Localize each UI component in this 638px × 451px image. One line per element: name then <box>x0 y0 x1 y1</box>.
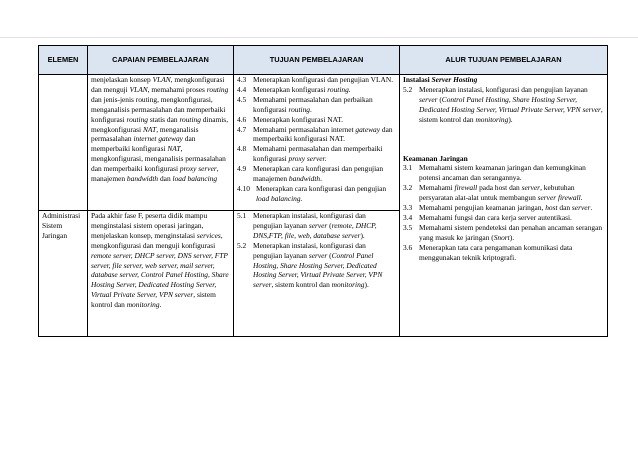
item-number: 3.6 <box>403 242 413 252</box>
text-run: ( <box>327 250 332 260</box>
text-run: , sistem kontrol dan <box>271 280 332 290</box>
italic-text: firewall <box>454 183 478 193</box>
item-number: 5.1 <box>237 211 247 220</box>
row2-capaian-text <box>91 211 230 310</box>
italic-text: monitoring <box>331 280 365 290</box>
list-item <box>403 183 604 203</box>
text-run: , sistem kontrol dan <box>419 104 603 124</box>
text-run: . <box>320 174 322 184</box>
italic-text: server <box>419 94 438 104</box>
row1-tujuan-cell <box>234 75 400 211</box>
italic-text: NAT <box>142 124 157 134</box>
table-header-row <box>39 46 608 75</box>
item-number: 3.4 <box>403 212 413 222</box>
list-item <box>237 144 396 164</box>
list-item <box>237 75 396 85</box>
text-run: Memahami permasalahan dan perbaikan konfigurasi <box>253 94 373 114</box>
text-run: dinamis, mengkonfigurasi <box>91 114 229 134</box>
item-number: 5.2 <box>237 240 247 250</box>
italic-text: server firewall <box>537 193 581 203</box>
text-run: Menerapkan instalasi, konfigurasi dan pengujian layanan <box>253 240 366 260</box>
italic-text: remote server, DHCP server, DNS server, FTP server, file server, web server, mail server, database server, Control Panel Hosting, Share Hosting Server, Dedicated Hosting Server, Virtual Private Server, VPN server <box>91 250 229 300</box>
text-run: menjelaskan konsep <box>91 75 153 84</box>
item-number: 4.3 <box>237 75 247 84</box>
list-item <box>237 85 396 95</box>
list-item <box>403 85 604 125</box>
text-run: Menerapkan instalasi, konfigurasi dan pengujian layanan <box>419 84 588 94</box>
list-item <box>237 164 396 184</box>
row1-capaian-cell <box>88 75 234 211</box>
text-run: Memahami sistem pendeteksi dan penahan ancaman serangan yang masuk ke jaringan ( <box>419 222 603 242</box>
text-run: Menerapkan konfigurasi dan pengujian VLAN. <box>253 75 394 84</box>
page-top-rule <box>0 37 638 38</box>
italic-text: remote, DHCP, DNS,FTP, file, web, database server <box>253 220 377 240</box>
item-number: 4.6 <box>237 114 247 124</box>
table-row <box>39 75 608 211</box>
list-item <box>403 243 604 263</box>
italic-text: Control Panel Hosting, Share Hosting Server, Dedicated Hosting Server, Virtual Private Server, VPN server <box>253 250 383 290</box>
text-run: Pada akhir fase F, peserta didik mampu menginstalasi sistem operasi jaringan, menjelaskan konsep, menginstalasi <box>91 211 208 240</box>
text-run: Menerapkan tata cara pengamanan komunikasi data menggunakan teknik kriptografi. <box>419 242 573 262</box>
italic-text: VLAN <box>152 75 171 84</box>
italic-text: routing. <box>327 84 351 94</box>
text-run: ). <box>509 232 515 242</box>
italic-text: Control Panel Hosting, Share Hosting Server, Dedicated Hosting Server, Virtual Private Server, VPN server <box>419 94 601 114</box>
item-number: 5.2 <box>403 84 413 94</box>
text-run: . <box>310 104 312 114</box>
item-number: 4.10 <box>237 183 250 193</box>
text-run: ). <box>364 280 369 290</box>
alur-heading-instalasi <box>403 75 604 85</box>
italic-text: routing <box>179 114 201 124</box>
italic-text: load balancing <box>172 174 218 184</box>
italic-text: routing <box>126 114 149 124</box>
italic-text: load balancing. <box>256 193 303 203</box>
text-run: statis dan <box>148 114 180 124</box>
alur-list-keamanan <box>403 163 604 262</box>
italic-text: monitoring <box>126 300 160 310</box>
item-number: 4.8 <box>237 144 247 154</box>
item-number: 4.5 <box>237 94 247 104</box>
list-item <box>403 163 604 183</box>
row1-capaian-text <box>91 75 230 184</box>
alur-list-instalasi <box>403 85 604 125</box>
text-run: ). <box>508 114 513 124</box>
text-run: dan <box>557 203 572 213</box>
list-item <box>403 223 604 243</box>
list-item <box>403 203 604 213</box>
italic-text: bandwidth <box>126 174 159 184</box>
text-run: Menerapkan cara konfigurasi dan pengujian <box>256 183 387 193</box>
list-item <box>403 213 604 223</box>
row1-tujuan-list <box>237 75 396 204</box>
italic-text: monitoring <box>475 114 509 124</box>
text-run: Memahami permasalahan dan memperbaiki konfigurasi <box>253 144 383 164</box>
italic-text: services <box>196 230 221 240</box>
text-run: , sistem kontrol dan <box>91 290 216 310</box>
learning-outcomes-table <box>38 45 608 337</box>
italic-text: Server Hosting <box>431 75 478 84</box>
text-run: Memahami sistem keamanan jaringan dan kemungkinan potensi ancaman dan serangannya. <box>419 163 586 183</box>
italic-text: host <box>545 203 558 213</box>
item-number: 4.4 <box>237 84 247 94</box>
row2-tujuan-list <box>237 211 396 290</box>
row1-elemen-cell <box>39 75 88 211</box>
text-run: pada host dan <box>477 183 522 193</box>
row2-elemen-text: Administrasi Sistem Jaringan <box>42 211 81 240</box>
italic-text: gateway <box>355 124 381 134</box>
text-run: Menerapkan konfigurasi NAT. <box>253 114 343 124</box>
row2-tujuan-cell <box>234 211 400 337</box>
italic-text: server <box>571 203 591 213</box>
text-run: , manajemen <box>91 164 219 184</box>
italic-text: routing <box>288 104 311 114</box>
text-run: ). <box>360 230 365 240</box>
text-run: , menganalisis permasalahan <box>91 124 199 144</box>
list-item <box>237 115 396 125</box>
text-run: Menerapkan instalasi, konfigurasi dan pengujian layanan <box>253 211 366 230</box>
italic-text: bandwidth <box>288 174 321 184</box>
italic-text: proxy server <box>179 164 217 174</box>
item-number: 3.2 <box>403 183 413 193</box>
list-item <box>237 211 396 241</box>
alur-cell <box>400 75 608 337</box>
text-run: dan memperbaiki konfigurasi <box>91 134 196 154</box>
text-run: Memahami fungsi dan cara kerja server autentikasi. <box>419 212 572 222</box>
text-run: dan memperbaiki konfigurasi NAT. <box>253 124 393 144</box>
text-run: , mengkonfigurasi dan menguji <box>91 75 225 94</box>
text-run: Keamanan Jaringan <box>403 153 468 163</box>
italic-text: Snort <box>493 232 510 242</box>
italic-text: server <box>308 250 328 260</box>
row2-elemen-cell <box>39 211 88 337</box>
header-tujuan: TUJUAN PEMBELAJARAN <box>234 46 400 75</box>
text-run: . <box>590 203 593 213</box>
italic-text: internet gateway <box>133 134 183 144</box>
italic-text: NAT <box>167 144 181 154</box>
item-number: 4.7 <box>237 124 247 134</box>
header-alur: ALUR TUJUAN PEMBELAJARAN <box>400 46 608 75</box>
alur-heading-keamanan <box>403 154 604 164</box>
italic-text: routing <box>206 84 229 94</box>
list-item <box>237 125 396 145</box>
header-capaian: CAPAIAN PEMBELAJARAN <box>88 46 234 75</box>
text-run: , mengkonfigurasi dan menguji konfigurasi <box>91 230 223 250</box>
text-run: , kebutuhan persyaratan alat-alat untuk membangun <box>419 183 575 203</box>
text-run: , memahami proses <box>147 84 207 94</box>
text-run: , mengkonfigurasi, menganalisis permasalahan dan memperbaiki konfigurasi <box>91 144 226 174</box>
text-run: Instalasi <box>403 75 432 84</box>
text-run: dan jenis-jenis routing, mengkonfigurasi, menganalisis permasalahan dan memperbaiki konfigurasi <box>91 94 226 124</box>
list-item <box>237 184 396 204</box>
list-item <box>237 95 396 115</box>
text-run: ( <box>327 220 332 230</box>
italic-text: VLAN <box>129 84 148 94</box>
text-run: Menerapkan konfigurasi <box>253 84 328 94</box>
text-run: ( <box>437 94 442 104</box>
text-run: dan <box>158 174 173 184</box>
row2-capaian-cell <box>88 211 234 337</box>
italic-text: proxy server. <box>288 154 327 164</box>
italic-text: server <box>308 220 328 230</box>
text-run: . <box>580 193 583 203</box>
item-number: 3.3 <box>403 203 413 213</box>
header-elemen: ELEMEN <box>39 46 88 75</box>
text-run: . <box>159 300 162 310</box>
item-number: 4.9 <box>237 164 247 174</box>
text-run: Memahami permasalahan internet <box>253 124 356 134</box>
italic-text: server <box>521 183 541 193</box>
item-number: 3.5 <box>403 222 413 232</box>
text-run: Memahami <box>419 183 455 193</box>
text-run: Memahami pengujian keamanan jaringan, <box>419 203 546 213</box>
alur-spacer <box>403 125 604 154</box>
list-item <box>237 241 396 291</box>
item-number: 3.1 <box>403 163 413 173</box>
text-run: Menerapkan cara konfigurasi dan pengujian manajemen <box>253 164 384 184</box>
